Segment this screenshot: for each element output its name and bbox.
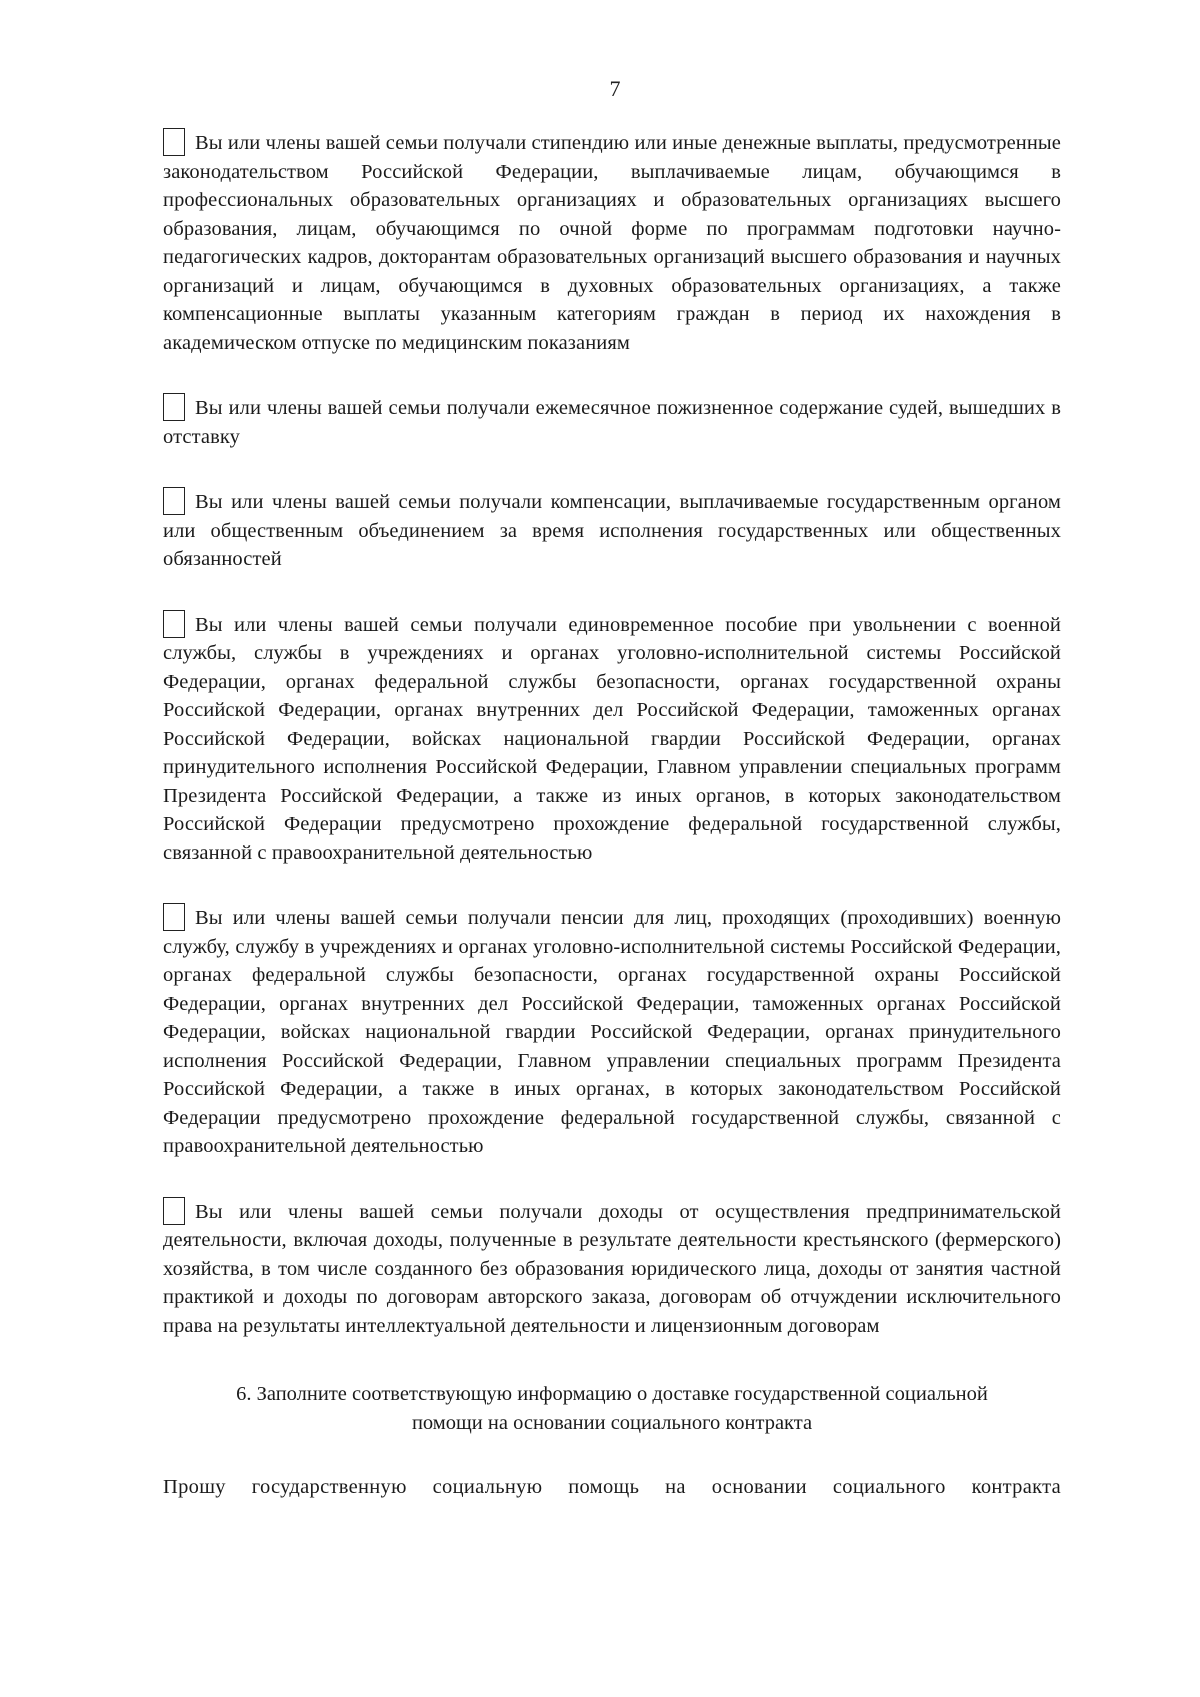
option-discharge-allowance: [163, 610, 1061, 868]
service-pension-checkbox[interactable]: [163, 903, 185, 931]
option-judges-allowance-text: Вы или члены вашей семьи получали ежемесячное пожизненное содержание судей, вышедших в отставку: [163, 397, 1061, 448]
section-6-heading: [163, 1380, 1061, 1437]
delivery-request-text: Прошу государственную социальную помощь на основании социального контракта: [163, 1476, 1061, 1498]
duties-compensation-checkbox[interactable]: [163, 487, 185, 515]
discharge-allowance-checkbox[interactable]: [163, 610, 185, 638]
document-body: [163, 128, 1061, 1502]
option-business-income-text: Вы или члены вашей семьи получали доходы от осуществления предпринимательской деятельности, включая доходы, полученные в результате деятельности крестьянского (фермерского) хозяйства, в том числе созданного без образования юридического лица, доходы от занятия частной практикой и доходы по договорам авторского заказа, договорам об отчуждении исключительного права на результаты интеллектуальной деятельности и лицензионным договорам: [163, 1200, 1061, 1337]
page-number: 7: [609, 76, 621, 101]
stipend-checkbox[interactable]: [163, 128, 185, 156]
option-business-income: [163, 1197, 1061, 1341]
judges-allowance-checkbox[interactable]: [163, 393, 185, 421]
section-6-heading-line-2: помощи на основании социального контракта: [411, 1411, 813, 1434]
option-duties-compensation: [163, 487, 1061, 574]
business-income-checkbox[interactable]: [163, 1197, 185, 1225]
option-stipend: [163, 128, 1061, 357]
option-stipend-text: Вы или члены вашей семьи получали стипендию или иные денежные выплаты, предусмотренные законодательством Российской Федерации, выплачиваемые лицам, обучающимся в профессиональных образовательных организациях и образовательных организациях высшего образования, лицам, обучающимся по очной форме по программам подготовки научно-педагогических кадров, докторантам образовательных организаций высшего образования и научных организаций и лицам, обучающимся в духовных образовательных организациях, а также компенсационные выплаты указанным категориям граждан в период их нахождения в академическом отпуске по медицинским показаниям: [163, 132, 1061, 354]
option-duties-compensation-text: Вы или члены вашей семьи получали компенсации, выплачиваемые государственным органом или общественным объединением за время исполнения государственных или общественных обязанностей: [163, 491, 1061, 570]
option-discharge-allowance-text: Вы или члены вашей семьи получали единовременное пособие при увольнении с военной службы, службы в учреждениях и органах уголовно-исполнительной системы Российской Федерации, органах федеральной службы безопасности, органах государственной охраны Российской Федерации, органах внутренних дел Российской Федерации, таможенных органах Российской Федерации, войсках национальной гвардии Российской Федерации, органах принудительного исполнения Российской Федерации, Главном управлении специальных программ Президента Российской Федерации, а также из иных органов, в которых законодательством Российской Федерации предусмотрено прохождение федеральной государственной службы, связанной с правоохранительной деятельностью: [163, 613, 1061, 864]
option-service-pension-text: Вы или члены вашей семьи получали пенсии для лиц, проходящих (проходивших) военную службу, службу в учреждениях и органах уголовно-исполнительной системы Российской Федерации, органах федеральной службы безопасности, органах государственной охраны Российской Федерации, органах внутренних дел Российской Федерации, таможенных органах Российской Федерации, войсках национальной гвардии Российской Федерации, органах принудительного исполнения Российской Федерации, Главном управлении специальных программ Президента Российской Федерации, а также в иных органах, в которых законодательством Российской Федерации предусмотрено прохождение федеральной государственной службы, связанной с правоохранительной деятельностью: [163, 907, 1061, 1157]
option-service-pension: [163, 903, 1061, 1161]
section-6-heading-line-1: 6. Заполните соответствующую информацию о доставке государственной социальной: [236, 1383, 988, 1405]
option-judges-allowance: [163, 393, 1061, 451]
